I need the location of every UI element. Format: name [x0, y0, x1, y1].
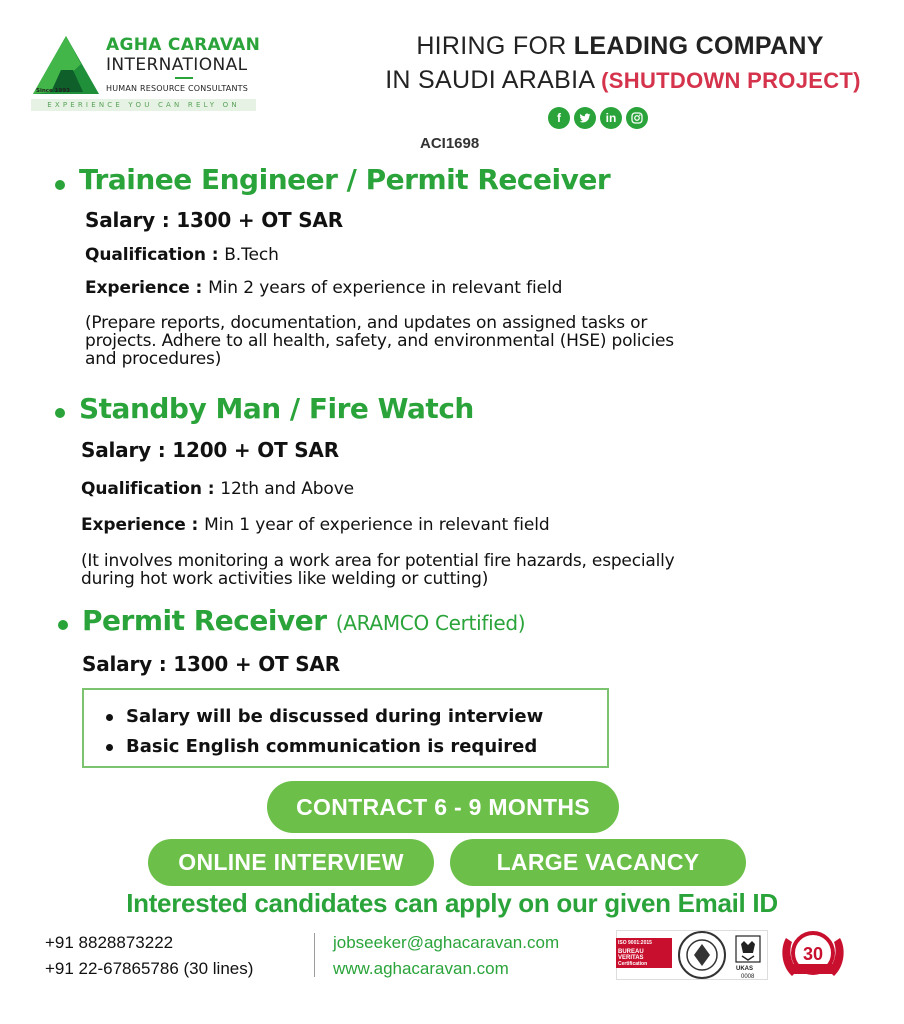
ukas-number: 0008	[741, 974, 755, 980]
job-salary: Salary : 1300 + OT SAR	[85, 208, 343, 232]
large-vacancy-badge: LARGE VACANCY	[450, 839, 746, 886]
contract-duration-badge: CONTRACT 6 - 9 MONTHS	[267, 781, 619, 833]
job-bullet	[55, 408, 65, 418]
note-item: Basic English communication is required	[106, 732, 607, 762]
company-logo-mark	[31, 34, 101, 96]
brand-name-line1: AGHA CARAVAN	[106, 35, 261, 55]
bureau-veritas-seal-icon	[676, 930, 728, 980]
job-title-trainee-engineer: Trainee Engineer / Permit Receiver	[79, 163, 611, 196]
brand-tagline: EXPERIENCE YOU CAN RELY ON	[31, 99, 256, 111]
job-reference-code: ACI1698	[420, 135, 480, 152]
apply-instruction: Interested candidates can apply on our given Email ID	[126, 888, 778, 918]
instagram-icon[interactable]	[626, 107, 648, 129]
facebook-icon[interactable]: f	[548, 107, 570, 129]
seal-years-number: 30	[802, 944, 824, 964]
notes-box	[82, 688, 609, 768]
brand-name-line2: INTERNATIONAL	[106, 55, 248, 75]
note-item: Salary will be discussed during interview	[106, 702, 607, 732]
ukas-crown-icon	[734, 934, 762, 964]
headline-line1: HIRING FOR LEADING COMPANY	[416, 32, 824, 60]
phone-number-lines[interactable]: +91 22-67865786 (30 lines)	[45, 959, 254, 978]
job-title-standby-man: Standby Man / Fire Watch	[79, 392, 474, 425]
phone-number-primary[interactable]: +91 8828873222	[45, 933, 174, 952]
email-link[interactable]: jobseeker@aghacaravan.com	[333, 933, 560, 952]
linkedin-icon[interactable]: in	[600, 107, 622, 129]
job-bullet	[55, 180, 65, 190]
job-title-permit-receiver: Permit Receiver (ARAMCO Certified)	[82, 604, 526, 637]
social-links	[548, 107, 648, 129]
headline-line2: IN SAUDI ARABIA (SHUTDOWN PROJECT)	[385, 66, 861, 94]
brand-since: Since 1993	[36, 88, 70, 94]
bullet-dot	[106, 714, 113, 721]
job-salary: Salary : 1300 + OT SAR	[82, 652, 340, 676]
online-interview-badge: ONLINE INTERVIEW	[148, 839, 434, 886]
footer-divider	[314, 933, 315, 977]
job-description: (Prepare reports, documentation, and updates on assigned tasks or projects. Adhere to all health, safety, and environmental (HSE) policies and procedures)	[85, 313, 674, 369]
brand-subtitle: HUMAN RESOURCE CONSULTANTS	[106, 84, 249, 93]
website-link[interactable]: www.aghacaravan.com	[333, 959, 509, 978]
iso-certification-label: ISO 9001:2015 BUREAU VERITAS Certification	[616, 938, 672, 968]
job-qualification: Qualification : 12th and Above	[81, 479, 355, 499]
twitter-icon[interactable]	[574, 107, 596, 129]
job-salary: Salary : 1200 + OT SAR	[81, 438, 339, 462]
job-qualification: Qualification : B.Tech	[85, 245, 279, 265]
bullet-dot	[106, 744, 113, 751]
job-experience: Experience : Min 1 year of experience in relevant field	[81, 515, 550, 535]
job-experience: Experience : Min 2 years of experience in relevant field	[85, 278, 563, 298]
ukas-label: UKAS	[736, 966, 754, 972]
job-description: (It involves monitoring a work area for potential fire hazards, especially during hot work activities like welding or cutting)	[81, 551, 675, 589]
job-bullet	[58, 620, 68, 630]
aramco-certified-label: (ARAMCO Certified)	[335, 611, 526, 635]
brand-divider	[175, 77, 193, 79]
